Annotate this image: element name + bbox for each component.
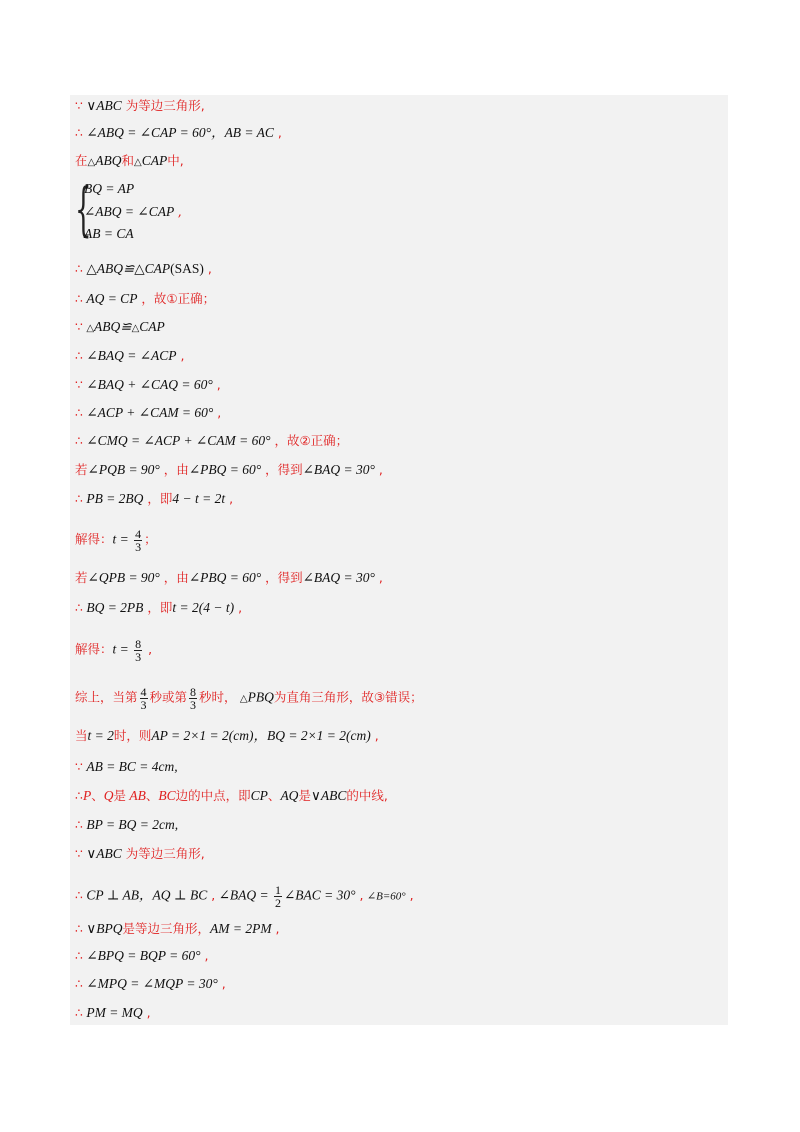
system-eq-1: BQ = AP — [84, 181, 135, 196]
solution-line-6: ∴ AQ = CP ，故①正确； — [75, 291, 216, 306]
system-eq-2: ∠ABQ = ∠CAP , — [84, 204, 183, 219]
solution-line-12: 若∠PQB = 90° ，由∠PBQ = 60° ，得到∠BAQ = 30° , — [75, 462, 383, 477]
solution-line-1: ∵ ∨ABC 为等边三角形, — [75, 98, 205, 113]
solution-line-23: ∵ ∨ABC 为等边三角形, — [75, 846, 205, 861]
solution-line-17: 解得：t = $\frac{8}{3}$ , — [75, 637, 153, 664]
solution-line-11: ∴ ∠CMQ = ∠ACP + ∠CAM = 60° ，故②正确； — [75, 433, 349, 448]
solution-line-10: ∴ ∠ACP + ∠CAM = 60° , — [75, 405, 222, 420]
fraction: $\frac{4}{3}$ — [135, 527, 142, 554]
solution-line-24: ∴ CP ⊥ AB，AQ ⊥ BC , ∠BAQ = $\frac{1}{2}$ ∠BAC = 30° , ∠B=60° , — [75, 883, 414, 910]
left-brace: { — [75, 175, 92, 243]
solution-line-16: ∴ BQ = 2PB ，即t = 2(4 − t) , — [75, 600, 243, 615]
solution-line-3: 在△ABQ和△CAP中, — [75, 153, 184, 168]
solution-line-14: 解得：t = $\frac{4}{3}$ ； — [75, 527, 157, 554]
fraction: $\frac{1}{2}$ — [274, 883, 281, 910]
solution-line-5: ∴ △ABQ≌△CAP(SAS) , — [75, 261, 212, 276]
solution-line-15: 若∠QPB = 90° ，由∠PBQ = 60° ，得到∠BAQ = 30° , — [75, 570, 383, 585]
solution-line-2: ∴ ∠ABQ = ∠CAP = 60°，AB = AC , — [75, 125, 282, 140]
solution-line-8: ∴ ∠BAQ = ∠ACP , — [75, 348, 185, 363]
solution-line-28: ∴ PM = MQ , — [75, 1005, 151, 1020]
fraction: $\frac{4}{3}$ — [140, 685, 147, 712]
solution-line-26: ∴ ∠BPQ = BQP = 60° , — [75, 948, 209, 963]
solution-line-20: ∵ AB = BC = 4cm, — [75, 759, 178, 774]
solution-line-25: ∴ ∨BPQ是等边三角形，AM = 2PM , — [75, 921, 280, 936]
system-eq-3: AB = CA — [84, 226, 134, 241]
solution-line-9: ∵ ∠BAQ + ∠CAQ = 60° , — [75, 377, 221, 392]
solution-line-27: ∴ ∠MPQ = ∠MQP = 30° , — [75, 976, 226, 991]
solution-line-22: ∴ BP = BQ = 2cm, — [75, 817, 179, 832]
solution-line-13: ∴ PB = 2BQ ，即4 − t = 2t , — [75, 491, 234, 506]
fraction: $\frac{8}{3}$ — [135, 637, 142, 664]
solution-line-7: ∵ △ABQ≌△CAP — [75, 319, 165, 334]
solution-line-19: 当t = 2时，则AP = 2×1 = 2(cm)，BQ = 2×1 = 2(cm) , — [75, 728, 379, 743]
solution-line-21: ∴P、Q是 AB、BC边的中点，即CP、AQ是∨ABC的中线, — [75, 788, 388, 803]
solution-line-18: 综上，当第 $\frac{4}{3}$ 秒或第 $\frac{8}{3}$ 秒时， △PBQ为直角三角形，故③错误； — [75, 685, 423, 712]
fraction: $\frac{8}{3}$ — [190, 685, 197, 712]
